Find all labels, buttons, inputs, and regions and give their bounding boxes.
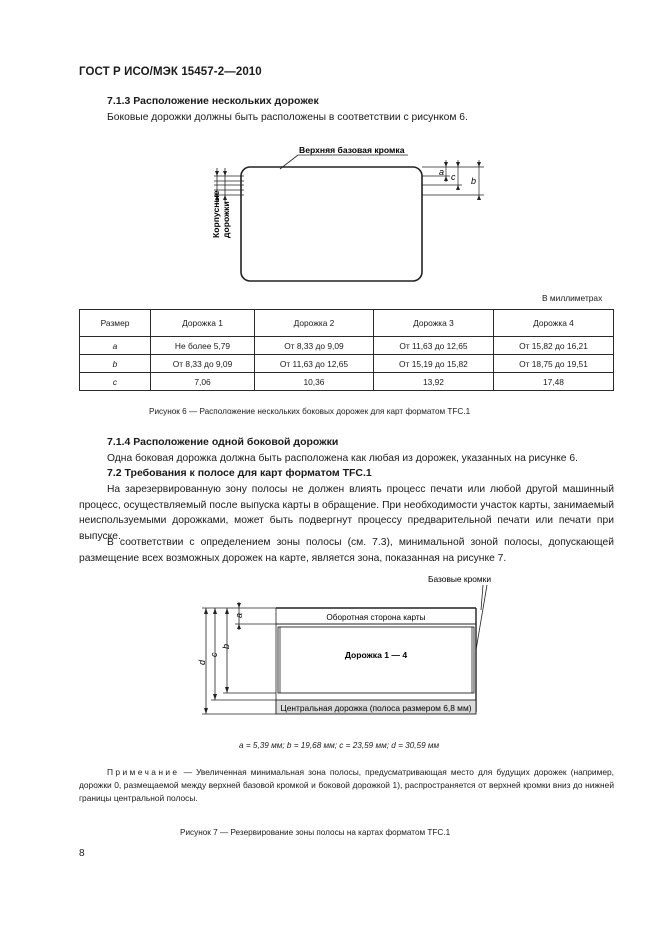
table-header-cell: Дорожка 2 [255, 310, 374, 337]
table-cell: От 15,82 до 16,21 [493, 337, 613, 355]
table-cell: 10,36 [255, 373, 374, 391]
figure-7-values: a = 5,39 мм; b = 19,68 мм; c = 23,59 мм; d = 30,59 мм [239, 741, 440, 750]
table-cell: a [80, 337, 151, 355]
card-outline [241, 167, 422, 281]
figure-6-diagram [200, 138, 500, 290]
table-cell: 7,06 [151, 373, 255, 391]
track-label-line1: Корпусные [211, 190, 221, 238]
document-header: ГОСТ Р ИСО/МЭК 15457-2—2010 [79, 66, 262, 78]
tracks-label: Дорожка 1 — 4 [344, 650, 408, 660]
note-text: — Увеличенная минимальная зона полосы, предусматривающая место для будущих дорожек (например, дорожки 0, размещаемой между верхней базовой кромкой и боковой дорожкой 1), распространяется от верхней кромки вниз до нижней границы центральной полосы. [79, 767, 614, 803]
table-cell: c [80, 373, 151, 391]
table-cell: От 18,75 до 19,51 [493, 355, 613, 373]
section-7-1-4-title: 7.1.4 Расположение одной боковой дорожки [107, 436, 339, 448]
section-7-2-title: 7.2 Требования к полосе для карт форматом TFC.1 [107, 467, 372, 479]
central-label: Центральная дорожка (полоса размером 6,8 мм) [280, 703, 472, 713]
track-dimensions-table [79, 309, 614, 391]
section-7-2-paragraph-1: На зарезервированную зону полосы не должен влиять процесс печати или любой другой машинный процесс, осуществляемый после выпуска карты в обращение. При необходимости участок карты, занимаемый неиспользуемыми дорожками, может быть подвергнут процессу предварительной печати или печати при выпуске. [79, 484, 614, 542]
units-label: В миллиметрах [542, 293, 603, 303]
table-row [80, 355, 614, 373]
table-cell: От 15,19 до 15,82 [373, 355, 493, 373]
note-label: Примечание [107, 767, 180, 777]
table-cell: От 8,33 до 9,09 [255, 337, 374, 355]
dim-d-label: d [197, 659, 207, 665]
section-7-1-4-text: Одна боковая дорожка должна быть расположена как любая из дорожек, указанных на рисунке 6. [107, 453, 578, 464]
figure-6-caption: Рисунок 6 — Расположение нескольких боковых дорожек для карт форматом TFC.1 [149, 407, 471, 416]
table-cell: b [80, 355, 151, 373]
table-cell: От 11,63 до 12,65 [373, 337, 493, 355]
dim-a-label: a [234, 612, 244, 618]
figure-7-caption: Рисунок 7 — Резервирование зоны полосы на картах форматом TFC.1 [180, 828, 451, 837]
table-header-cell: Размер [80, 310, 151, 337]
table-cell: 17,48 [493, 373, 613, 391]
table-cell: От 8,33 до 9,09 [151, 355, 255, 373]
tracks-box [278, 627, 474, 693]
dim-c-label: c [209, 652, 219, 657]
note-block [79, 766, 614, 805]
table-row [80, 373, 614, 391]
table-cell: 13,92 [373, 373, 493, 391]
table-cell: От 11,63 до 12,65 [255, 355, 374, 373]
section-7-1-3-title: 7.1.3 Расположение нескольких дорожек [107, 95, 319, 107]
top-edge-label: Верхняя базовая кромка [299, 145, 405, 155]
page-number: 8 [79, 848, 85, 859]
section-7-2-paragraph-2: В соответствии с определением зоны полосы (см. 7.3), минимальной зоной полосы, допускающей размещение всех возможных дорожек на карте, является зона, показанная на рисунке 7. [79, 537, 614, 564]
base-edges-label: Базовые кромки [428, 574, 491, 584]
track-label-line2: дорожки [221, 201, 231, 238]
dim-b-label: b [221, 643, 231, 649]
back-side-label: Оборотная сторона карты [326, 613, 426, 622]
dim-b-label: b [471, 176, 477, 186]
table-header-cell: Дорожка 3 [373, 310, 493, 337]
dim-a-label: a [439, 167, 445, 177]
table-header-cell: Дорожка 1 [151, 310, 255, 337]
table-header-row [80, 310, 614, 337]
figure-7-diagram [195, 572, 505, 734]
section-7-1-3-text: Боковые дорожки должны быть расположены в соответствии с рисунком 6. [107, 112, 468, 123]
table-header-cell: Дорожка 4 [493, 310, 613, 337]
table-row [80, 337, 614, 355]
table-cell: Не более 5,79 [151, 337, 255, 355]
dim-c-label: c [451, 172, 456, 182]
